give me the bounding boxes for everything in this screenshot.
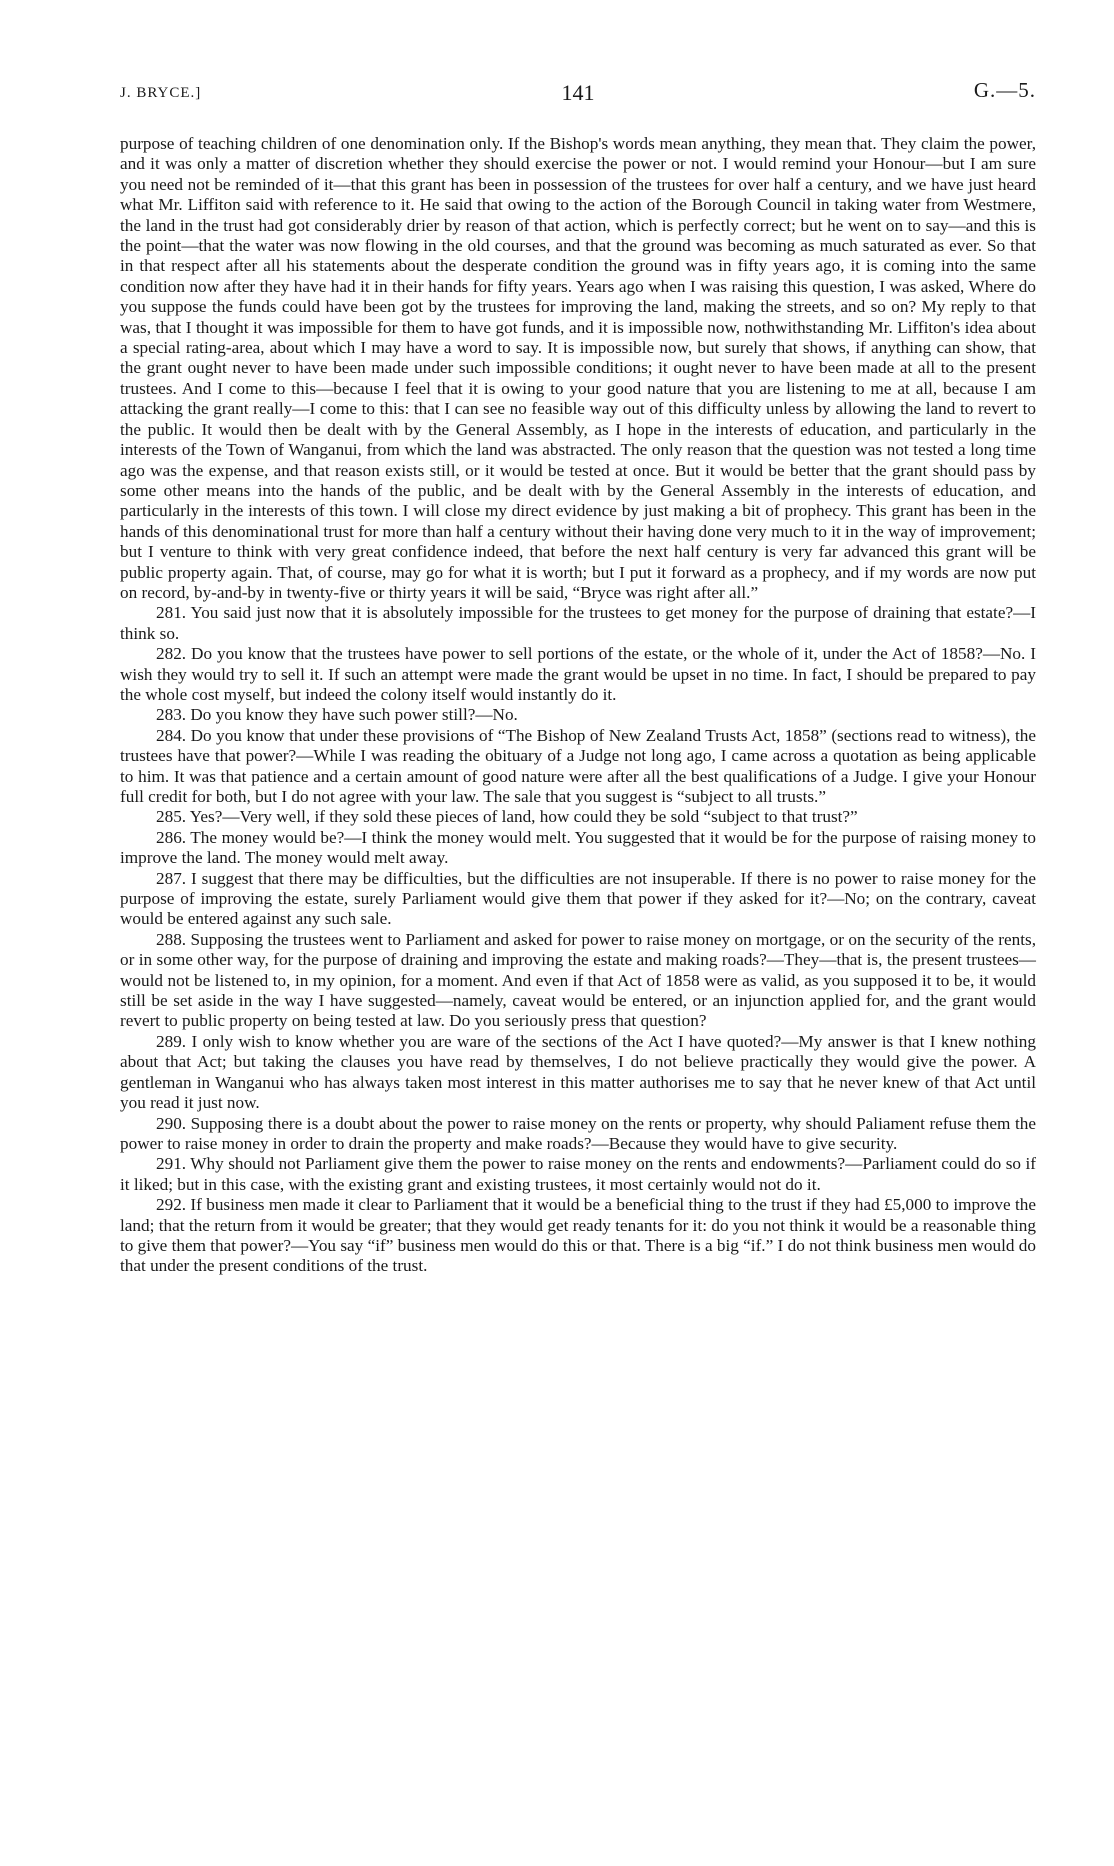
header-witness-name: J. BRYCE.] (120, 85, 202, 101)
question-287: 287. I suggest that there may be difficulties, but the difficulties are not insuperable. If there is no power to raise money for the purpose of improving the estate, surely Parliament would give them that power if they asked for it?—No; on the contrary, caveat would be entered against any such sale. (120, 868, 1036, 929)
question-290: 290. Supposing there is a doubt about the power to raise money on the rents or property, why should Paliament refuse them the power to raise money in order to drain the property and make roads?—Because they would have to give security. (120, 1113, 1036, 1153)
question-292: 292. If business men made it clear to Parliament that it would be a beneficial thing to the trust if they had £5,000 to improve the land; that the return from it would be greater; that they would get ready tenants for it: do you not think it would be a reasonable thing to give them that power?—You say “if” business men would do this or that. There is a big “if.” I do not think business men would do that under the present conditions of the trust. (120, 1195, 1036, 1276)
question-284: 284. Do you know that under these provisions of “The Bishop of New Zealand Trusts Act, 1858” (sections read to witness), the trustees have that power?—While I was reading the obituary of a Judge not long ago, I came across a quotation as being applicable to him. It was that patience and a certain amount of good nature were after all the best qualifications of a Judge. I give your Honour full credit for both, but I do not agree with your law. The sale that you suggest is “subject to all trusts.” (120, 725, 1036, 806)
question-289: 289. I only wish to know whether you are ware of the sections of the Act I have quoted?—My answer is that I knew nothing about that Act; but taking the clauses you have read by themselves, I do not believe practically they would give the power. A gentleman in Wanganui who has always taken most interest in this matter authorises me to say that he never knew of that Act until you read it just now. (120, 1031, 1036, 1113)
question-281: 281. You said just now that it is absolutely impossible for the trustees to get money for the purpose of draining that estate?—I think so. (120, 603, 1036, 643)
document-body (120, 134, 1036, 1277)
question-285: 285. Yes?—Very well, if they sold these pieces of land, how could they be sold “subject to that trust?” (156, 807, 858, 827)
question-291: 291. Why should not Parliament give them the power to raise money on the rents and endowments?—Parliament could do so if it liked; but in this case, with the existing grant and existing trustees, it most certainly would not do it. (120, 1154, 1036, 1194)
question-286: 286. The money would be?—I think the money would melt. You suggested that it would be for the purpose of raising money to improve the land. The money would melt away. (120, 827, 1036, 868)
question-282: 282. Do you know that the trustees have power to sell portions of the estate, or the whole of it, under the Act of 1858?—No. I wish they would try to sell it. If such an attempt were made the grant would be upset in no time. In fact, I should be prepared to pay the whole cost myself, but indeed the colony itself would instantly do it. (120, 644, 1036, 704)
question-288: 288. Supposing the trustees went to Parliament and asked for power to raise money on mortgage, or on the security of the rents, or in some other way, for the purpose of draining and improving the estate and making roads?—They—that is, the present trustees—would not be listened to, in my opinion, for a moment. And even if that Act of 1858 were as valid, as you supposed it to be, it would still be set aside in the way I have suggested—namely, caveat would be entered, or an injunction applied for, and the grant would revert to public property on being tested at law. Do you seriously press that question? (120, 929, 1036, 1031)
paragraph-evidence-continuation: purpose of teaching children of one denomination only. If the Bishop's words mean anything, they mean that. They claim the power, and it was only a matter of discretion whether they should exercise the power or not. I would remind your Honour—but I am sure you need not be reminded of it—that this grant has been in possession of the trustees for over half a century, and we have just heard what Mr. Liffiton said with reference to it. He said that owing to the action of the Borough Council in taking water from Westmere, the land in the trust had got considerably drier by reason of that action, which is perfectly correct; but he went on to say—and this is the point—that the water was now flowing in the old courses, and that the ground was becoming as much saturated as ever. So that in that respect after all his statements about the desperate condition the ground was in fifty years ago, it is coming into the same condition now after they have had it in their hands for fifty years. Years ago when I was raising this question, I was asked, Where do you suppose the funds could have been got by the trustees for improving the land, making the streets, and so on? My reply to that was, that I thought it was impossible for them to have got funds, and it is impossible now, nothwithstanding Mr. Liffiton's idea about a special rating-area, about which I may have a word to say. It is impossible now, but surely that shows, if anything can show, that the grant ought never to have been made under such impossible conditions; it ought never to have been made at all to the present trustees. And I come to this—because I feel that it is owing to your good nature that you are listening to me at all, because I am attacking the grant really—I come to this: that I can see no feasible way out of this difficulty unless by allowing the land to revert to the public. It would then be dealt with by the General Assembly, as I hope in the interests of education, and particularly in the interests of the Town of Wanganui, from which the land was abstracted. The only reason that the question was not tested a long time ago was the expense, and that reason exists still, or it would be tested at once. But it would be better that the grant should pass by some other means into the hands of the public, and be dealt with by the General Assembly in the interests of education, and particularly in the interests of this town. I will close my direct evidence by just making a bit of prophecy. This grant has been in the hands of this denominational trust for more than half a century without their having done very much to it in the way of improvement; but I venture to think with very great confidence indeed, that before the next half century is very far advanced this grant will be public property again. That, of course, may go for what it is worth; but I put it forward as a prophecy, and if my words are now put on record, by-and-by in twenty-five or thirty years it will be said, “Bryce was right after all.” (120, 134, 1036, 602)
page-header (120, 78, 1036, 126)
header-document-code: G.—5. (973, 78, 1036, 102)
page-number: 141 (561, 80, 595, 105)
document-page (120, 78, 1036, 1277)
question-283: 283. Do you know they have such power still?—No. (156, 705, 518, 725)
